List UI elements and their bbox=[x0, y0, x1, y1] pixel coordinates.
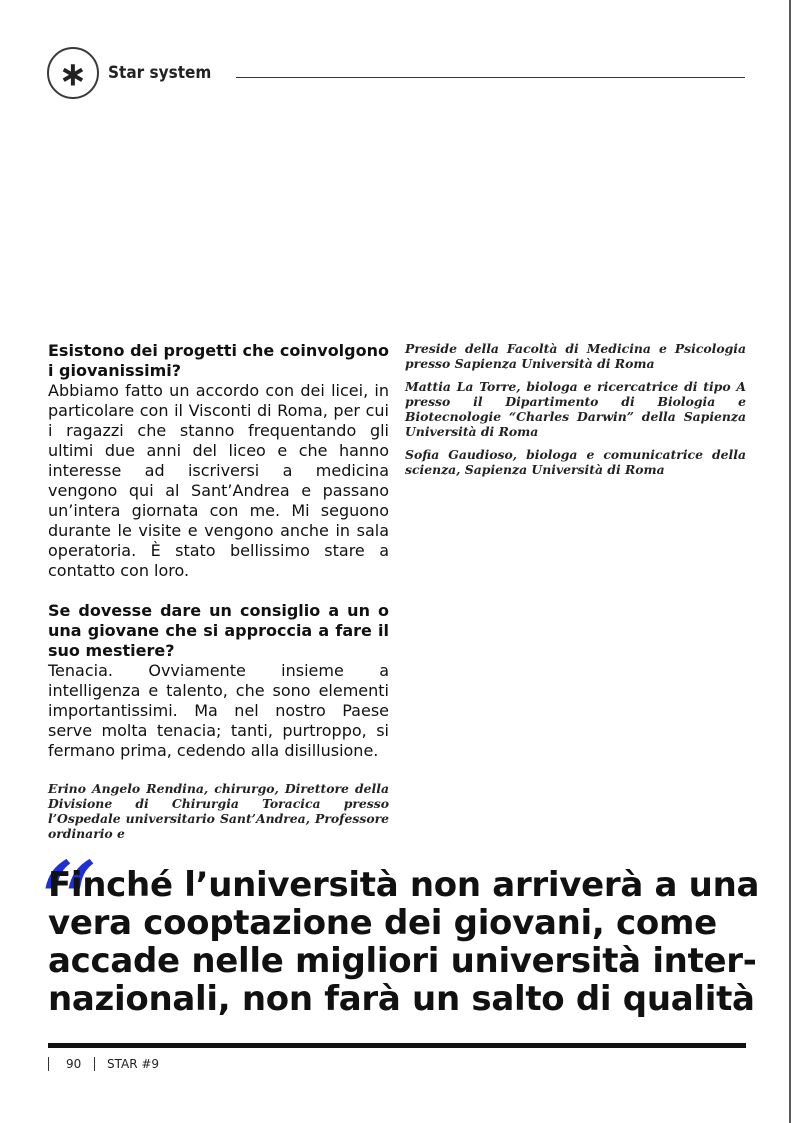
right-column bbox=[405, 341, 746, 477]
pull-quote-line: vera cooptazione dei giovani, come bbox=[48, 903, 717, 943]
answer-2: Tenacia. Ovviamente insieme a intelligenza e talento, che sono elementi importantissimi. Ma nel nostro Paese serve molta tenacia; tanti, purtroppo, si fermano prima, cedendo alla disillusione. bbox=[48, 661, 389, 760]
section-title: Star system bbox=[108, 63, 212, 83]
quote-mark-icon: “ bbox=[36, 838, 98, 977]
answer-1: Abbiamo fatto un accordo con dei licei, in particolare con il Visconti di Roma, per cui i ragazzi che stanno frequentando gli ultimi due anni del liceo e che hanno interesse ad iscriversi a medicina vengono qui al Sant’Andrea e passano un’intera giornata con me. Mi seguono durante le visite e vengono anche in sala operatoria. È stato bellissimo stare a contatto con loro. bbox=[48, 381, 389, 580]
page-number: 90 bbox=[66, 1057, 82, 1071]
header-divider bbox=[236, 77, 745, 78]
pull-quote-line: Finché l’università non arriverà a una bbox=[48, 865, 760, 905]
question-2: Se dovesse dare un consiglio a un o una giovane che si approccia a fare il suo mestiere? bbox=[48, 601, 389, 660]
author-credit-left: Erino Angelo Rendina, chirurgo, Direttore della Divisione di Chirurgia Toracica presso l’Ospedale universitario Sant’Andrea, Professore ordinario e bbox=[48, 781, 389, 841]
footer-tick bbox=[94, 1057, 95, 1071]
footer-tick bbox=[48, 1057, 49, 1071]
author-credit-continued: Preside della Facoltà di Medicina e Psicologia presso Sapienza Università di Roma bbox=[405, 341, 746, 371]
footer-rule bbox=[48, 1043, 746, 1048]
author-credit-gaudioso: Sofia Gaudioso, biologa e comunicatrice della scienza, Sapienza Università di Roma bbox=[405, 447, 746, 477]
magazine-issue: STAR #9 bbox=[107, 1057, 160, 1071]
question-1: Esistono dei progetti che coinvolgono i giovanissimi? bbox=[48, 341, 389, 380]
pull-quote bbox=[48, 866, 758, 1018]
page-edge-rule bbox=[789, 0, 791, 1123]
pull-quote-line: accade nelle migliori università inter- bbox=[48, 941, 757, 981]
author-credit-la-torre: Mattia La Torre, biologa e ricercatrice di tipo A presso il Dipartimento di Biologia e Biotecnologie “Charles Darwin” della Sapienza Università di Roma bbox=[405, 379, 746, 439]
pull-quote-line: nazionali, non farà un salto di qualità bbox=[48, 979, 755, 1019]
section-badge bbox=[47, 47, 99, 99]
left-column bbox=[48, 341, 389, 841]
asterisk-icon: ∗ bbox=[58, 54, 88, 95]
